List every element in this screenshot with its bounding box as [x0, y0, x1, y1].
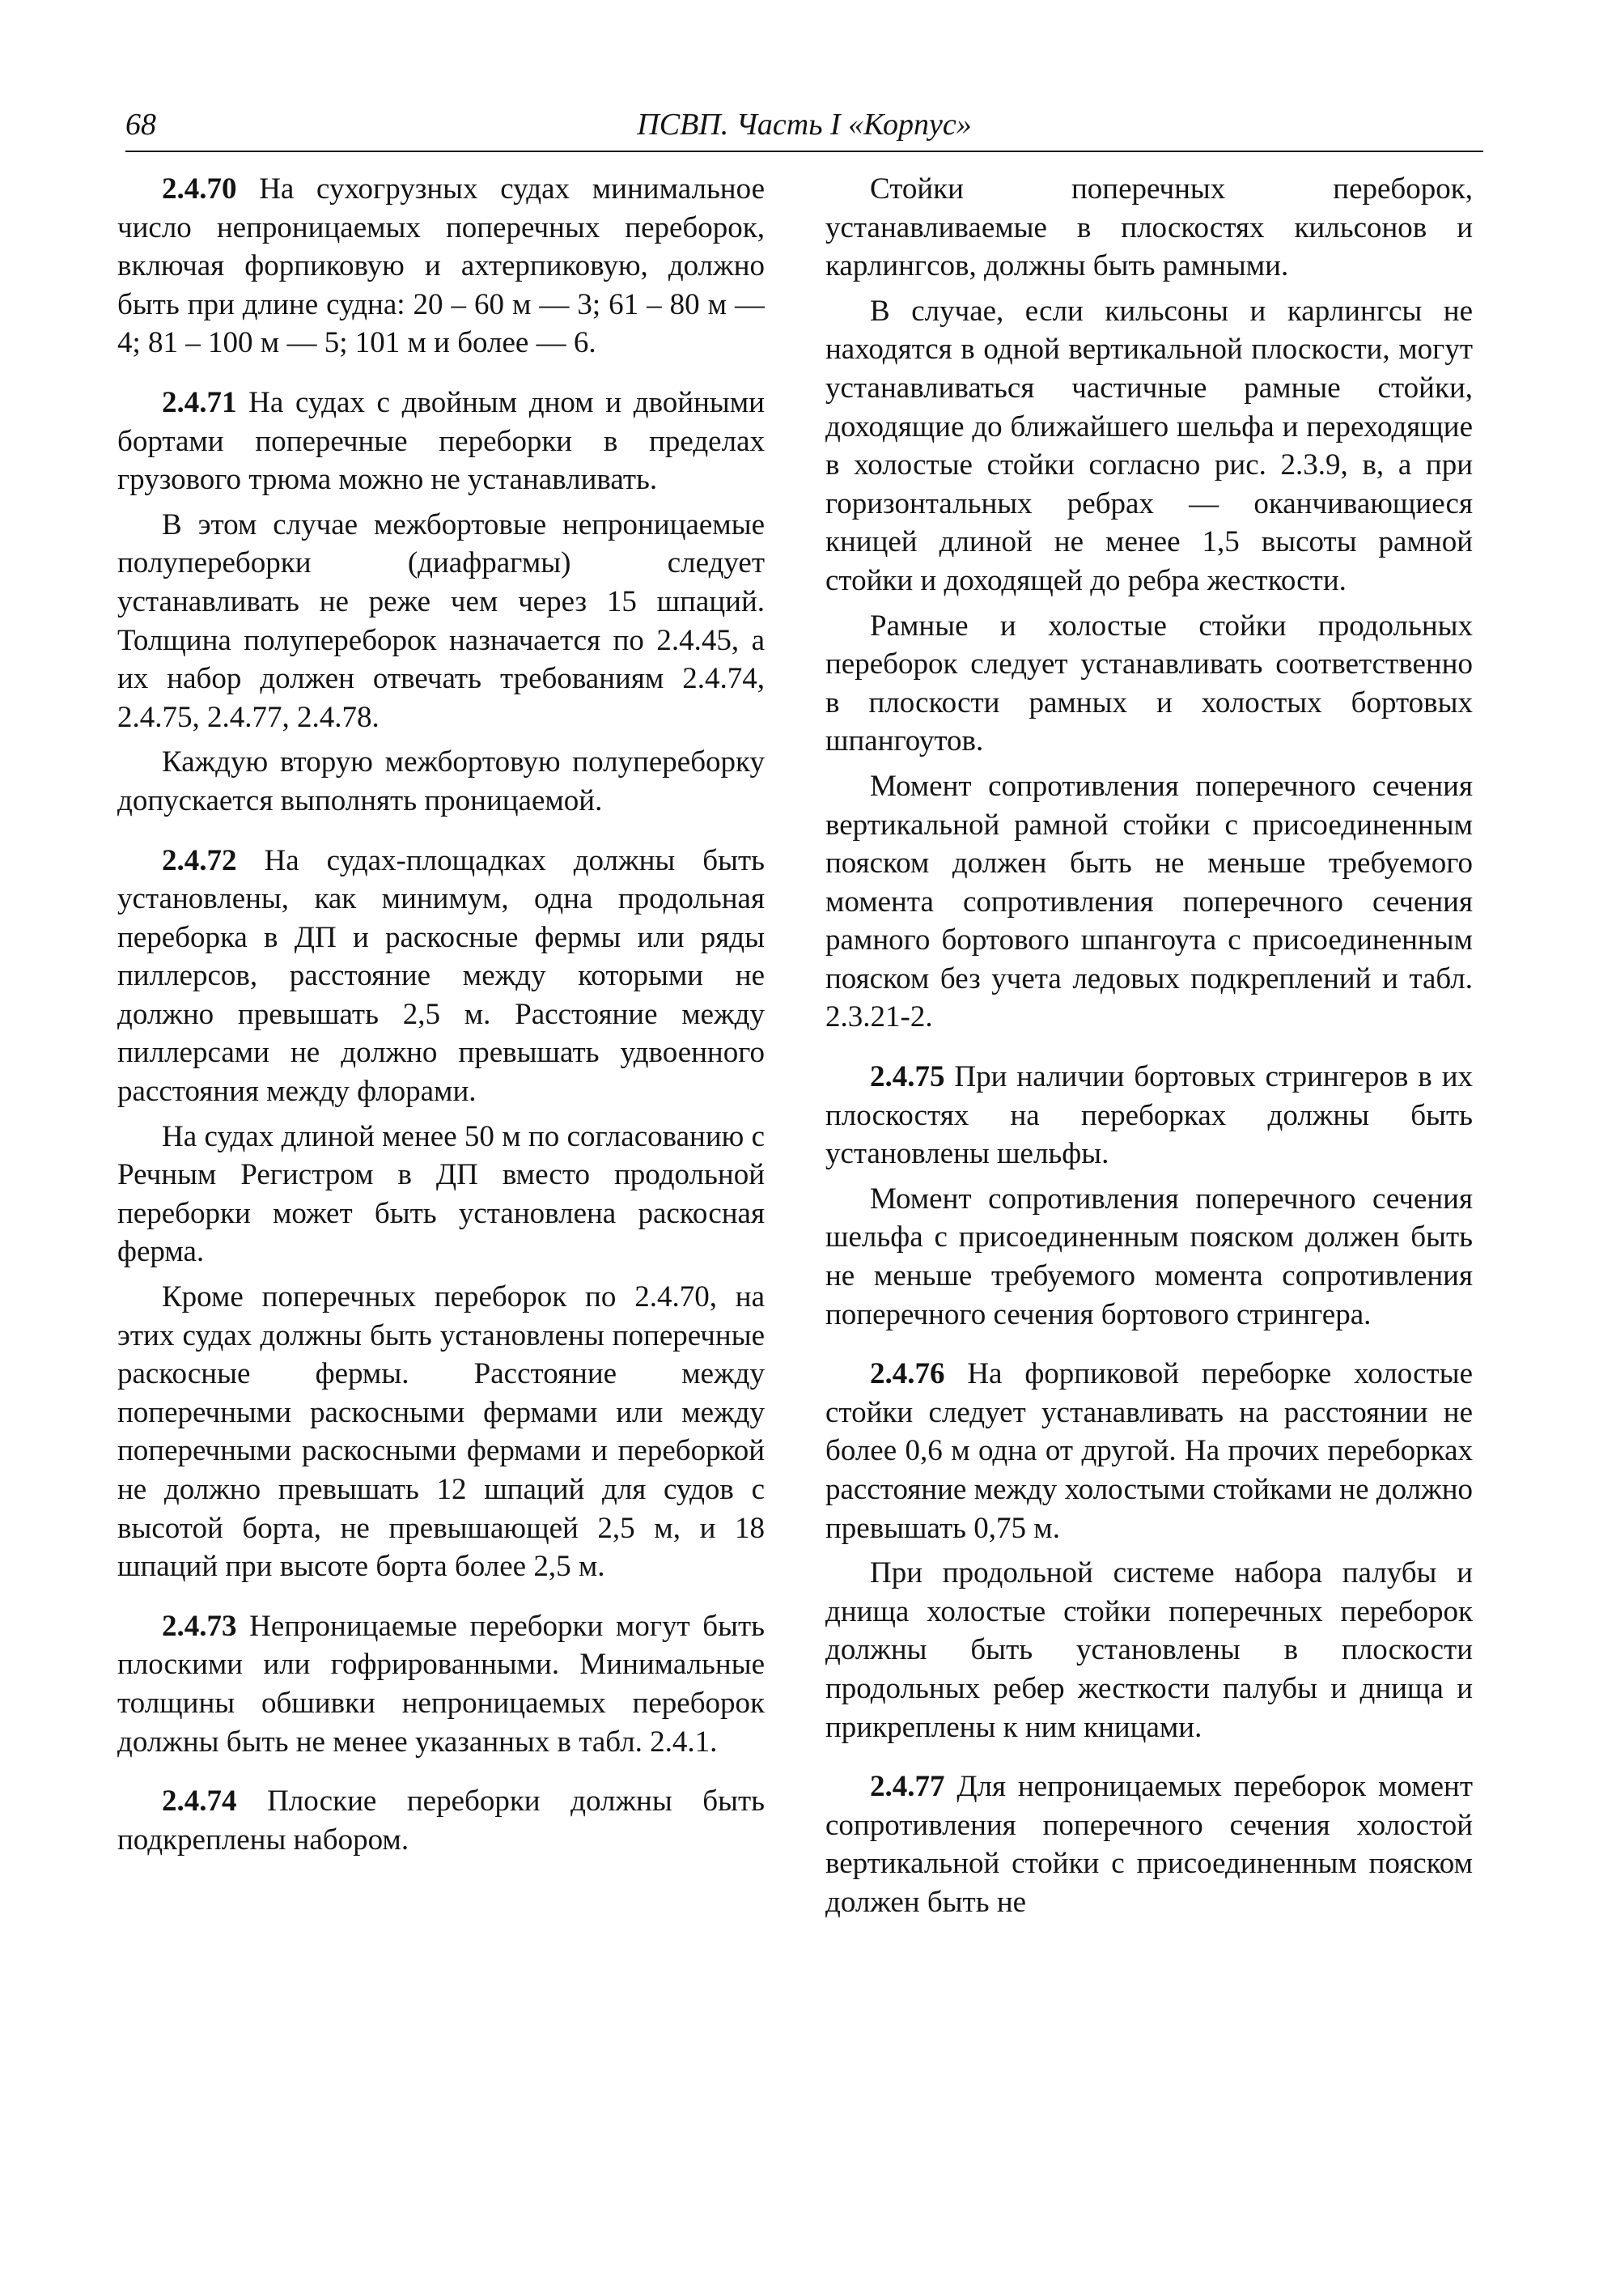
clause-2-4-72 — [117, 842, 765, 1111]
clause-number: 2.4.75 — [870, 1060, 945, 1094]
clause-text: На сухогрузных судах минимальное число непроницаемых поперечных переборок, включая форпиковую и ахтерпиковую, должно быть при длине судна: 20 – 60 м — 3; 61 – 80 м — 4; 81 – 100 м — 5; 101 м и более — 6. — [117, 172, 765, 360]
clause-text: Плоские переборки должны быть подкреплены набором. — [117, 1785, 765, 1857]
clause-2-4-74 — [117, 1782, 765, 1859]
paragraph: При продольной системе набора палубы и днища холостые стойки поперечных переборок должны быть установлены в плоскости продольных ребер жесткости палубы и днища и прикреплены к ним кницами. — [825, 1556, 1473, 1744]
clause-text: При наличии бортовых стрингеров в их плоскостях на переборках должны быть установлены шельфы. — [825, 1060, 1473, 1171]
clause-text: Непроницаемые переборки могут быть плоскими или гофрированными. Минимальные толщины обшивки непроницаемых переборок должны быть не менее указанных в табл. 2.4.1. — [117, 1609, 765, 1759]
clause-2-4-75 — [825, 1058, 1473, 1173]
clause-text: На судах с двойным дном и двойными бортами поперечные переборки в пределах грузового трюма можно не устанавливать. — [117, 385, 765, 497]
paragraph: Момент сопротивления поперечного сечения шельфа с присоединенным пояском должен быть не меньше требуемого момента сопротивления поперечного сечения бортового стрингера. — [825, 1182, 1473, 1331]
paragraph: В этом случае межбортовые непроницаемые полупереборки (диафрагмы) следует устанавливать не реже чем через 15 шпаций. Толщина полупереборок назначается по 2.4.45, а их набор должен отвечать требованиям 2.4.74, 2.4.75, 2.4.77, 2.4.78. — [117, 507, 765, 734]
left-column — [117, 170, 765, 1859]
clause-number: 2.4.73 — [162, 1609, 237, 1643]
clause-text: На судах-площадках должны быть установлены, как минимум, одна продольная переборка в ДП и раскосные фермы или ряды пиллерсов, расстояние между которыми не должно превышать 2,5 м. Расстояние между пиллерсами не должно превышать удвоенного расстояния между флорами. — [117, 843, 765, 1109]
paragraph: Стойки поперечных переборок, устанавливаемые в плоскостях кильсонов и карлингсов, должны быть рамными. — [825, 172, 1473, 283]
paragraph: В случае, если кильсоны и карлингсы не находятся в одной вертикальной плоскости, могут устанавливаться частичные рамные стойки, доходящие до ближайшего шельфа и переходящие в холостые стойки согласно рис. 2.3.9, в, а при горизонтальных ребрах — оканчивающиеся кницей длиной не менее 1,5 высоты рамной стойки и доходящей до ребра жесткости. — [825, 294, 1473, 597]
clause-number: 2.4.71 — [162, 385, 237, 419]
paragraph: На судах длиной менее 50 м по согласованию с Речным Регистром в ДП вместо продольной переборки может быть установлена раскосная ферма. — [117, 1119, 765, 1269]
clause-text: На форпиковой переборке холостые стойки следует устанавливать на расстоянии не более 0,6 м одна от другой. На прочих переборках расстояние между холостыми стойками не должно превышать 0,75 м. — [825, 1357, 1473, 1545]
clause-2-4-77 — [825, 1768, 1473, 1921]
clause-2-4-73 — [117, 1607, 765, 1761]
paragraph: Кроме поперечных переборок по 2.4.70, на этих судах должны быть установлены поперечные раскосные фермы. Расстояние между поперечными раскосными фермами или между поперечными раскосными фермами и переборкой не должно превышать 12 шпаций для судов с высотой борта, не превышающей 2,5 м, и 18 шпаций при высоте борта более 2,5 м. — [117, 1280, 765, 1584]
clause-text: Для непроницаемых переборок момент сопротивления поперечного сечения холостой вертикальной стойки с присоединенным пояском должен быть не — [825, 1770, 1473, 1919]
paragraph: Каждую вторую межбортовую полупереборку допускается выполнять проницаемой. — [117, 745, 765, 817]
running-title: ПСВП. Часть I «Корпус» — [637, 108, 972, 142]
right-column — [825, 170, 1473, 1922]
clause-2-4-71 — [117, 384, 765, 499]
page-header — [125, 104, 1483, 152]
page-number: 68 — [125, 108, 156, 142]
clause-number: 2.4.70 — [162, 172, 237, 206]
clause-number: 2.4.76 — [870, 1357, 945, 1391]
clause-2-4-76 — [825, 1355, 1473, 1547]
paragraph: Рамные и холостые стойки продольных переборок следует устанавливать соответственно в плоскости рамных и холостых бортовых шпангоутов. — [825, 609, 1473, 758]
clause-number: 2.4.72 — [162, 843, 237, 877]
clause-2-4-70 — [117, 170, 765, 363]
clause-number: 2.4.77 — [870, 1770, 945, 1804]
paragraph: Момент сопротивления поперечного сечения вертикальной рамной стойки с присоединенным пояском должен быть не меньше требуемого момента сопротивления поперечного сечения рамного бортового шпангоута с присоединенным пояском без учета ледовых подкреплений и табл. 2.3.21-2. — [825, 769, 1473, 1034]
clause-number: 2.4.74 — [162, 1785, 237, 1819]
